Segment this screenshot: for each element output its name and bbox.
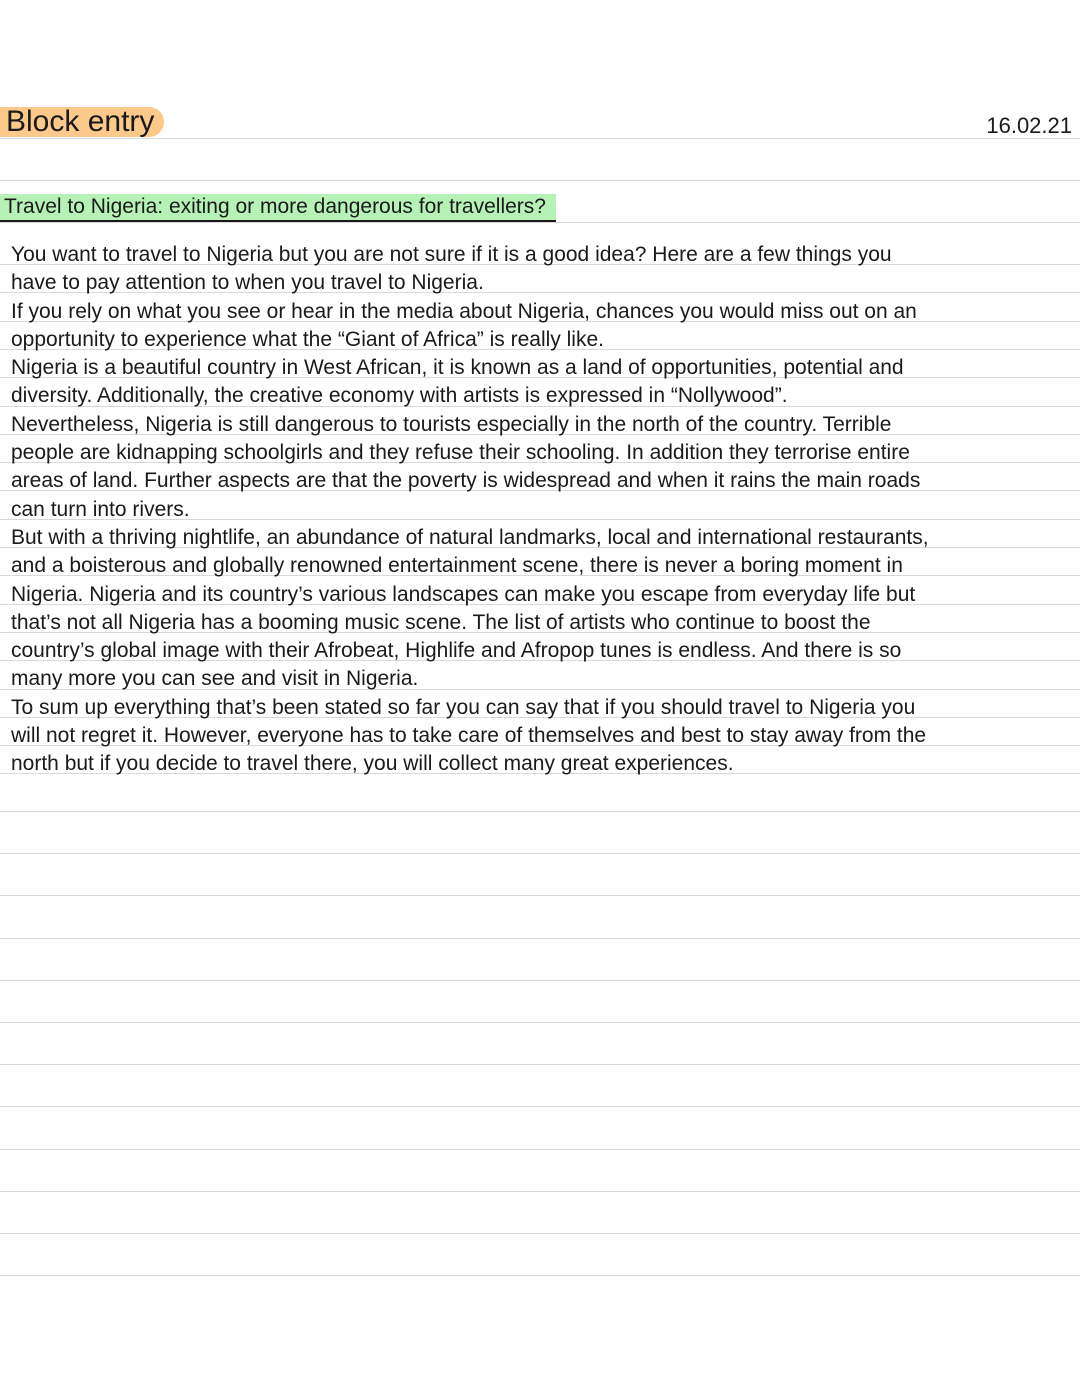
- ruled-line: [0, 1106, 1080, 1107]
- ruled-line: [0, 1064, 1080, 1065]
- ruled-line: [0, 1233, 1080, 1234]
- entry-date: 16.02.21: [986, 113, 1072, 138]
- body-line: But with a thriving nightlife, an abundance of natural landmarks, local and international restaurants,: [11, 525, 929, 549]
- ruled-line: [0, 895, 1080, 896]
- body-line: can turn into rivers.: [11, 497, 190, 521]
- body-line: north but if you decide to travel there, you will collect many great experiences.: [11, 752, 734, 776]
- body-line: diversity. Additionally, the creative economy with artists is expressed in “Nollywood”.: [11, 384, 788, 408]
- body-line: You want to travel to Nigeria but you are not sure if it is a good idea? Here are a few things you: [11, 243, 892, 266]
- body-line: areas of land. Further aspects are that the poverty is widespread and when it rains the main roads: [11, 469, 921, 493]
- ruled-line: [0, 1191, 1080, 1192]
- body-line: To sum up everything that’s been stated so far you can say that if you should travel to Nigeria you: [11, 695, 916, 719]
- ruled-line: [0, 1022, 1080, 1023]
- body-line: and a boisterous and globally renowned entertainment scene, there is never a boring moment in: [11, 554, 903, 578]
- body-line: country’s global image with their Afrobeat, Highlife and Afropop tunes is endless. And there is so: [11, 639, 902, 663]
- ruled-line: [0, 811, 1080, 812]
- ruled-line: [0, 938, 1080, 939]
- body-line: opportunity to experience what the “Giant of Africa” is really like.: [11, 327, 604, 351]
- body-line: many more you can see and visit in Nigeria.: [11, 667, 419, 691]
- body-line: that’s not all Nigeria has a booming music scene. The list of artists who continue to boost the: [11, 610, 871, 634]
- entry-header: [0, 104, 1080, 140]
- body-line: If you rely on what you see or hear in the media about Nigeria, chances you would miss out on an: [11, 299, 917, 323]
- ruled-line: [0, 1275, 1080, 1276]
- ruled-line: [0, 1149, 1080, 1150]
- body-line: Nigeria is a beautiful country in West African, it is known as a land of opportunities, potential and: [11, 356, 904, 380]
- entry-headline: Travel to Nigeria: exiting or more dangerous for travellers?: [0, 194, 556, 222]
- ruled-line: [0, 180, 1080, 181]
- body-line: people are kidnapping schoolgirls and they refuse their schooling. In addition they terrorise entire: [11, 441, 910, 465]
- entry-type-tag: Block entry: [0, 107, 164, 137]
- ruled-line: [0, 853, 1080, 854]
- entry-body: [11, 241, 1071, 779]
- body-line: will not regret it. However, everyone has to take care of themselves and best to stay away from the: [11, 724, 927, 748]
- ruled-line: [0, 980, 1080, 981]
- ruled-line: [0, 222, 1080, 223]
- body-line: Nevertheless, Nigeria is still dangerous to tourists especially in the north of the country. Terrible: [11, 412, 892, 436]
- body-line: Nigeria. Nigeria and its country’s various landscapes can make you escape from everyday life but: [11, 582, 916, 606]
- body-line: have to pay attention to when you travel to Nigeria.: [11, 271, 484, 295]
